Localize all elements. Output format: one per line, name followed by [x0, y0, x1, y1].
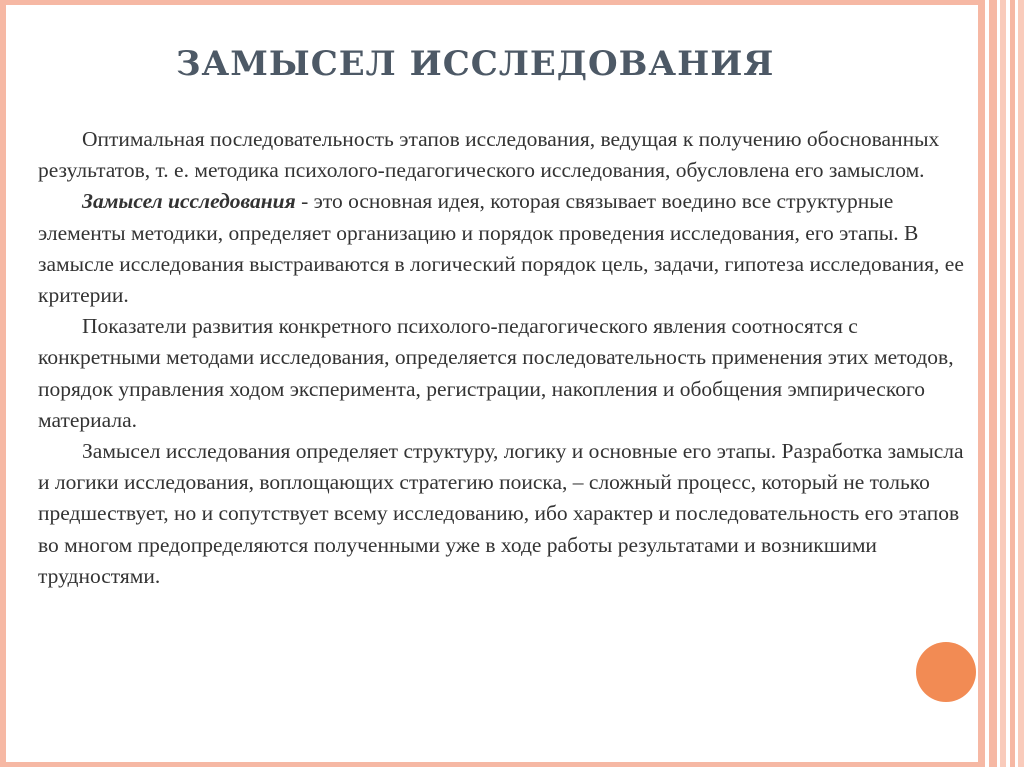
frame-top-border	[0, 0, 985, 5]
frame-bottom-border	[0, 762, 985, 767]
slide-title: ЗАМЫСЕЛ ИССЛЕДОВАНИЯ	[176, 44, 775, 84]
term-highlight: Замысел исследования	[82, 189, 296, 214]
frame-left-border	[0, 0, 6, 767]
paragraph-1: Оптимальная последовательность этапов исследования, ведущая к получению обоснованных результатов, т. е. методика психолого-педагогического исследования, обусловлена его замыслом.	[38, 127, 940, 183]
paragraph-3: Показатели развития конкретного психолого-педагогического явления соотносятся с конкретными методами исследования, определяется последовательность применения этих методов, порядок управления ходом эксперимента, регистрации, накопления и обобщения эмпирического материала.	[38, 314, 954, 432]
accent-circle	[916, 642, 976, 702]
paragraph-2-text: - это основная идея, которая связывает воедино все структурные элементы методики, определяет организацию и порядок проведения исследования, его этапы. В замысле исследования выстраиваются в логический порядок цель, задачи, гипотеза исследования, ее критерии.	[38, 189, 964, 308]
paragraph-2	[38, 186, 968, 311]
rail-stripe	[1018, 0, 1024, 767]
paragraph-4: Замысел исследования определяет структуру, логику и основные его этапы. Разработка замысла и логики исследования, воплощающих стратегию поиска, – сложный процесс, который не только предшествует, но и сопутствует всему исследованию, ибо характер и последовательность его этапов во многом предопределяются полученными уже в ходе работы результатами и возникшими трудностями.	[38, 439, 964, 588]
rail-stripe	[978, 0, 985, 767]
right-stripe-rail	[978, 0, 1024, 767]
slide-body	[38, 124, 968, 592]
rail-stripe	[989, 0, 997, 767]
